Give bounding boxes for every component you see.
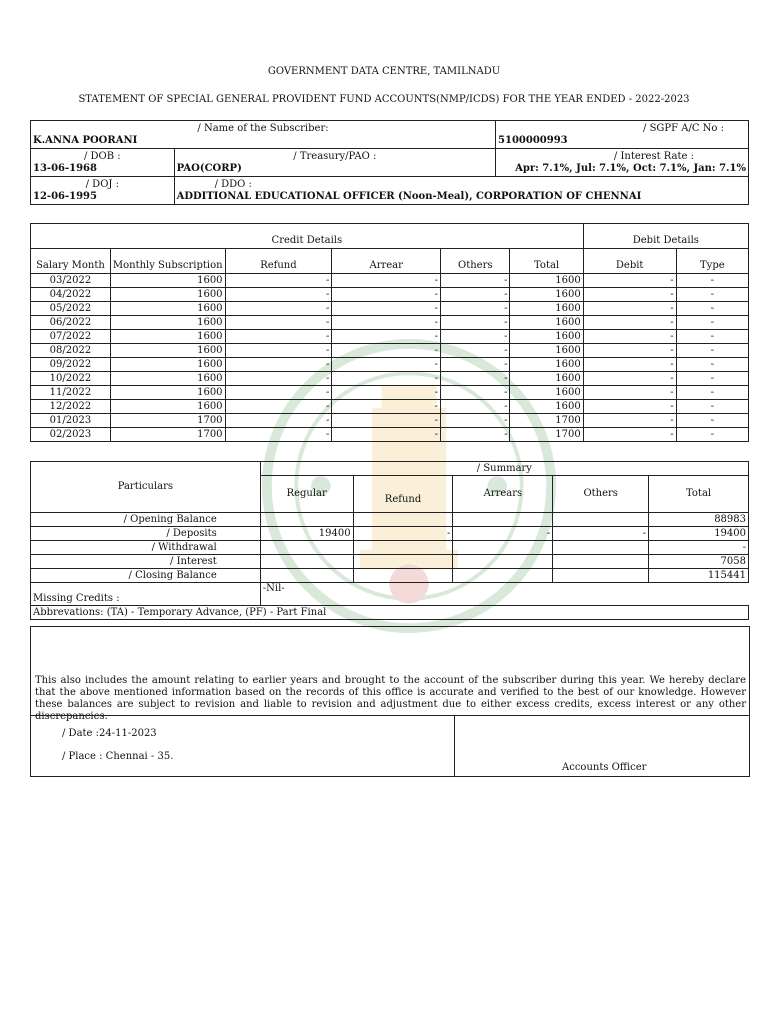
footer-box: [30, 715, 750, 777]
table-cell: 06/2022: [31, 316, 111, 330]
footer-divider: [454, 716, 455, 776]
summary-cell: -: [553, 527, 649, 541]
table-cell: -: [676, 414, 748, 428]
table-cell: -: [332, 386, 441, 400]
table-cell: -: [441, 372, 510, 386]
table-cell: -: [583, 288, 676, 302]
table-cell: 08/2022: [31, 344, 111, 358]
table-cell: -: [332, 358, 441, 372]
table-cell: 1600: [510, 386, 583, 400]
summary-cell: [553, 541, 649, 555]
table-cell: -: [583, 358, 676, 372]
table-cell: -: [225, 274, 332, 288]
table-cell: 1600: [110, 274, 225, 288]
summary-row-label: / Withdrawal: [31, 541, 261, 555]
table-cell: -: [441, 344, 510, 358]
table-row: [31, 428, 749, 442]
table-cell: 1600: [110, 386, 225, 400]
ddo-label: / DDO :: [214, 178, 252, 190]
table-cell: -: [332, 400, 441, 414]
table-cell: -: [225, 302, 332, 316]
subscriber-info-table: [30, 120, 749, 205]
table-cell: -: [332, 302, 441, 316]
table-cell: 07/2022: [31, 330, 111, 344]
summary-cell: [553, 569, 649, 583]
table-cell: -: [676, 372, 748, 386]
statement-title: STATEMENT OF SPECIAL GENERAL PROVIDENT FUND ACCOUNTS(NMP/ICDS) FOR THE YEAR ENDED - 2022-2023: [78, 94, 690, 105]
table-cell: -: [676, 274, 748, 288]
summary-row: [31, 513, 749, 527]
table-cell: -: [225, 400, 332, 414]
ddo-cell: [174, 177, 748, 205]
table-cell: -: [676, 386, 748, 400]
table-cell: -: [332, 344, 441, 358]
table-cell: 1600: [510, 358, 583, 372]
summary-cell: -: [453, 527, 553, 541]
account-number: 5100000993: [498, 134, 568, 146]
table-cell: 1600: [510, 344, 583, 358]
summary-row: [31, 569, 749, 583]
subscriber-name-label: / Name of the Subscriber:: [197, 122, 329, 134]
table-cell: -: [676, 344, 748, 358]
table-cell: -: [225, 428, 332, 442]
debit-details-caption: Debit Details: [583, 224, 748, 249]
summary-cell: [553, 555, 649, 569]
missing-credits-value: -Nil-: [260, 583, 748, 606]
table-cell: -: [225, 372, 332, 386]
table-cell: -: [583, 274, 676, 288]
subscriber-name-cell: [31, 121, 496, 149]
table-cell: 05/2022: [31, 302, 111, 316]
table-cell: -: [225, 358, 332, 372]
table-cell: 1600: [110, 400, 225, 414]
table-cell: -: [676, 330, 748, 344]
summary-cell: [260, 513, 353, 527]
credit-details-table: [30, 223, 749, 442]
table-cell: -: [332, 288, 441, 302]
summary-cell: [260, 569, 353, 583]
table-cell: 1600: [510, 372, 583, 386]
summary-rows: [31, 513, 749, 583]
table-row: [31, 414, 749, 428]
table-cell: -: [676, 316, 748, 330]
summary-cell: 88983: [649, 513, 749, 527]
interest-rate-label: / Interest Rate :: [613, 150, 694, 162]
declaration-text: This also includes the amount relating to earlier years and brought to the account of the subscriber during this year. We hereby declare that the above mentioned information based on the records of this office is accurate and verified to the best of our knowledge. However these balances are subject to revision and liable to revision and adjustment due to either excess credits, excess interest or any other discrepancies.: [35, 675, 746, 722]
table-cell: -: [441, 414, 510, 428]
table-cell: 02/2023: [31, 428, 111, 442]
table-cell: -: [583, 316, 676, 330]
table-cell: -: [441, 386, 510, 400]
table-cell: -: [676, 302, 748, 316]
table-cell: -: [332, 414, 441, 428]
table-cell: 01/2023: [31, 414, 111, 428]
table-cell: 1700: [110, 414, 225, 428]
table-cell: 1600: [110, 288, 225, 302]
table-cell: -: [676, 428, 748, 442]
table-cell: 12/2022: [31, 400, 111, 414]
summary-cell: 19400: [649, 527, 749, 541]
table-cell: -: [441, 358, 510, 372]
table-cell: -: [441, 274, 510, 288]
table-row: [31, 330, 749, 344]
credit-details-caption: Credit Details: [31, 224, 584, 249]
col-regular: Regular: [260, 476, 353, 513]
table-cell: -: [225, 288, 332, 302]
col-others: Others: [441, 249, 510, 274]
table-cell: 1700: [110, 428, 225, 442]
org-title: GOVERNMENT DATA CENTRE, TAMILNADU: [267, 66, 501, 77]
table-cell: 03/2022: [31, 274, 111, 288]
summary-row: [31, 527, 749, 541]
particulars-label: Particulars: [31, 462, 261, 513]
table-row: [31, 386, 749, 400]
table-cell: 1600: [110, 302, 225, 316]
table-cell: -: [332, 372, 441, 386]
table-cell: 1600: [110, 316, 225, 330]
col-monthly-subscription: Monthly Subscription: [110, 249, 225, 274]
table-cell: 11/2022: [31, 386, 111, 400]
table-cell: -: [332, 274, 441, 288]
table-cell: -: [583, 428, 676, 442]
table-cell: -: [583, 372, 676, 386]
missing-credits-label: Missing Credits :: [31, 583, 261, 606]
table-cell: -: [583, 386, 676, 400]
table-cell: -: [676, 358, 748, 372]
treasury-cell: [174, 149, 495, 177]
table-cell: -: [441, 316, 510, 330]
summary-row-label: / Interest: [31, 555, 261, 569]
treasury-label: / Treasury/PAO :: [293, 150, 377, 162]
table-cell: -: [332, 428, 441, 442]
col-debit: Debit: [583, 249, 676, 274]
abbreviations: Abbrevations: (TA) - Temporary Advance, (PF) - Part Final: [31, 606, 749, 620]
table-cell: 1600: [110, 358, 225, 372]
dob-value: 13-06-1968: [33, 162, 97, 174]
table-cell: 1600: [110, 372, 225, 386]
account-number-label: / SGPF A/C No :: [643, 122, 724, 134]
table-cell: 1600: [510, 302, 583, 316]
table-cell: 1600: [510, 274, 583, 288]
table-cell: 10/2022: [31, 372, 111, 386]
table-cell: 1600: [110, 344, 225, 358]
summary-cell: [353, 541, 453, 555]
col-summary-total: Total: [649, 476, 749, 513]
table-cell: 1600: [510, 330, 583, 344]
table-cell: -: [441, 288, 510, 302]
summary-cell: [353, 569, 453, 583]
table-cell: 1700: [510, 428, 583, 442]
summary-cell: [453, 555, 553, 569]
table-cell: 1600: [510, 316, 583, 330]
credit-rows: [31, 274, 749, 442]
table-cell: -: [225, 414, 332, 428]
col-total: Total: [510, 249, 583, 274]
account-number-cell: [496, 121, 749, 149]
summary-cell: [260, 541, 353, 555]
ddo-value: ADDITIONAL EDUCATIONAL OFFICER (Noon-Meal), CORPORATION OF CHENNAI: [176, 190, 642, 202]
table-cell: -: [441, 400, 510, 414]
col-summary-others: Others: [553, 476, 649, 513]
table-cell: -: [225, 330, 332, 344]
doj-label: / DOJ :: [85, 178, 119, 190]
summary-cell: [453, 513, 553, 527]
table-cell: -: [225, 386, 332, 400]
col-type: Type: [676, 249, 748, 274]
table-row: [31, 288, 749, 302]
interest-rate-value: Apr: 7.1%, Jul: 7.1%, Oct: 7.1%, Jan: 7.1%: [515, 162, 746, 174]
summary-table: [30, 461, 749, 620]
dob-cell: [31, 149, 175, 177]
table-row: [31, 372, 749, 386]
table-row: [31, 274, 749, 288]
table-cell: -: [225, 316, 332, 330]
table-cell: -: [441, 428, 510, 442]
accounts-officer-label: Accounts Officer: [562, 762, 647, 773]
table-cell: -: [583, 400, 676, 414]
table-cell: -: [225, 344, 332, 358]
table-row: [31, 316, 749, 330]
col-salary-month: Salary Month: [31, 249, 111, 274]
table-cell: -: [583, 344, 676, 358]
table-cell: 1600: [510, 400, 583, 414]
summary-cell: 115441: [649, 569, 749, 583]
col-refund: Refund: [225, 249, 332, 274]
table-cell: 1600: [510, 288, 583, 302]
table-cell: -: [332, 316, 441, 330]
dob-label: / DOB :: [83, 150, 121, 162]
subscriber-name: K.ANNA POORANI: [33, 134, 138, 146]
summary-row: [31, 555, 749, 569]
table-cell: 1700: [510, 414, 583, 428]
summary-cell: [353, 513, 453, 527]
summary-cell: [353, 555, 453, 569]
table-cell: 09/2022: [31, 358, 111, 372]
summary-row-label: / Closing Balance: [31, 569, 261, 583]
summary-caption: / Summary: [260, 462, 748, 476]
summary-cell: 19400: [260, 527, 353, 541]
table-cell: -: [332, 330, 441, 344]
summary-row-label: / Deposits: [31, 527, 261, 541]
summary-cell: [260, 555, 353, 569]
summary-row: [31, 541, 749, 555]
interest-rate-cell: [496, 149, 749, 177]
table-row: [31, 344, 749, 358]
table-cell: -: [583, 302, 676, 316]
summary-cell: 7058: [649, 555, 749, 569]
table-cell: 04/2022: [31, 288, 111, 302]
treasury-value: PAO(CORP): [176, 162, 242, 174]
table-row: [31, 358, 749, 372]
doj-value: 12-06-1995: [33, 190, 97, 202]
summary-cell: -: [649, 541, 749, 555]
table-cell: -: [583, 414, 676, 428]
doj-cell: [31, 177, 175, 205]
declaration-box: [30, 626, 750, 722]
table-cell: -: [676, 400, 748, 414]
table-row: [31, 302, 749, 316]
summary-cell: -: [353, 527, 453, 541]
table-cell: 1600: [110, 330, 225, 344]
col-summary-refund: Refund: [353, 476, 453, 513]
col-arrear: Arrear: [332, 249, 441, 274]
summary-cell: [453, 569, 553, 583]
table-cell: -: [441, 302, 510, 316]
table-cell: -: [441, 330, 510, 344]
summary-cell: [553, 513, 649, 527]
col-summary-arrears: Arrears: [453, 476, 553, 513]
table-cell: -: [583, 330, 676, 344]
summary-cell: [453, 541, 553, 555]
table-cell: -: [676, 288, 748, 302]
summary-row-label: / Opening Balance: [31, 513, 261, 527]
statement-place: / Place : Chennai - 35.: [62, 751, 174, 762]
statement-date: / Date :24-11-2023: [62, 728, 157, 739]
table-row: [31, 400, 749, 414]
